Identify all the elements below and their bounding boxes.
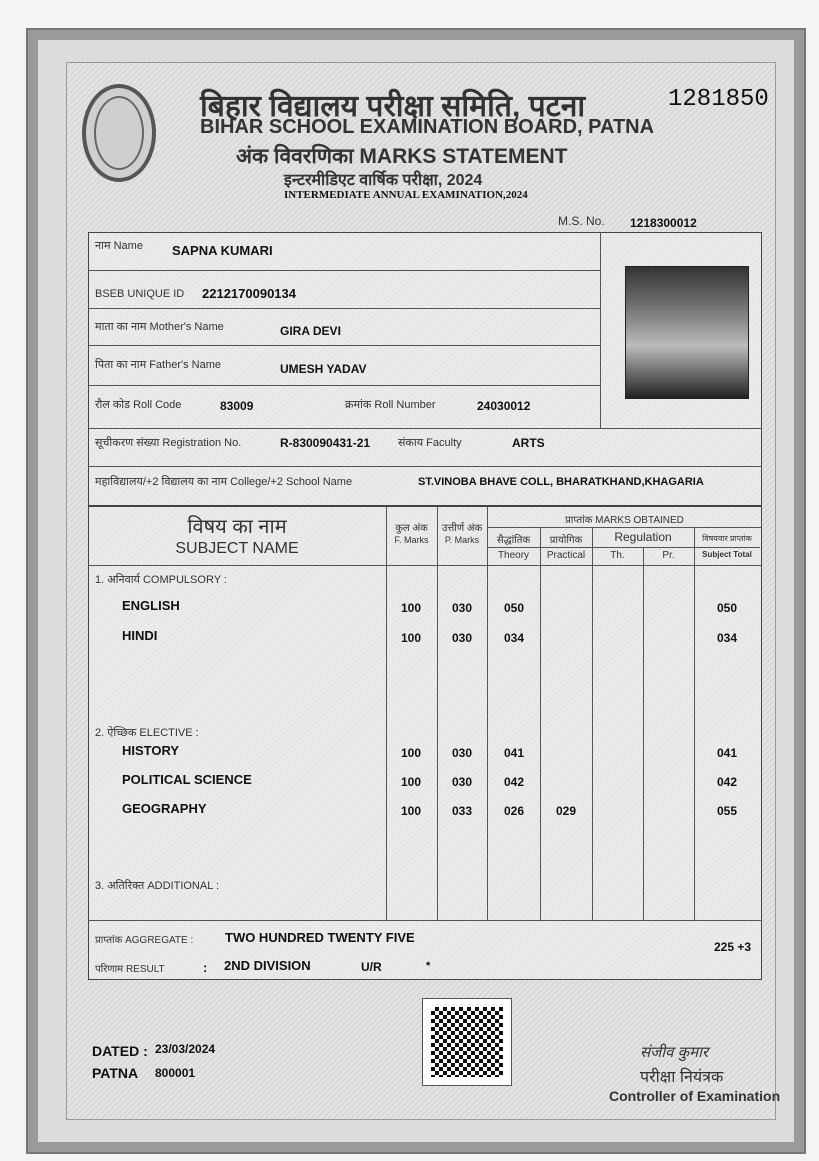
subject-total-marks: 034 <box>716 631 738 645</box>
roll-number: 24030012 <box>477 399 531 413</box>
registration-number: R-830090431-21 <box>280 436 371 450</box>
theory-header: Theory <box>497 550 530 561</box>
subject-full-marks: 100 <box>400 601 422 615</box>
roll-code-label: रौल कोड Roll Code <box>95 399 182 411</box>
practical-header: Practical <box>546 550 586 561</box>
subject-theory-marks: 034 <box>503 631 525 645</box>
regulation-header: Regulation <box>614 530 672 544</box>
subject-name: POLITICAL SCIENCE <box>122 772 252 787</box>
uid-label: BSEB UNIQUE ID <box>95 288 185 300</box>
subject-total-header: Subject Total <box>702 550 752 559</box>
result-colon: : <box>203 960 208 975</box>
hindi-title: बिहार विद्यालय परीक्षा समिति, पटना <box>200 90 586 123</box>
subtitle: MARKS STATEMENT <box>359 145 568 168</box>
subject-name: HISTORY <box>122 743 180 758</box>
subject-full-marks: 100 <box>400 804 422 818</box>
father-label: पिता का नाम Father's Name <box>95 359 222 371</box>
college-label: महाविद्यालय/+2 विद्यालय का नाम College/+2 School Name <box>95 476 353 488</box>
subject-pass-marks: 033 <box>451 804 473 818</box>
subject-name: GEOGRAPHY <box>122 801 207 816</box>
regulation-theory-header: Th. <box>610 550 625 561</box>
result-category: U/R <box>361 960 382 974</box>
controller-signature: संजीव कुमार <box>640 1044 709 1061</box>
aggregate-total: 225 +3 <box>714 940 752 954</box>
result-label: परिणाम RESULT <box>95 964 165 975</box>
subject-practical-marks: 029 <box>555 804 577 818</box>
exam-title: INTERMEDIATE ANNUAL EXAMINATION,2024 <box>284 189 528 201</box>
student-photo <box>625 266 749 399</box>
faculty-label: संकाय Faculty <box>398 437 462 449</box>
board-seal-logo <box>82 84 156 182</box>
subject-pass-marks: 030 <box>451 601 473 615</box>
registration-label: सूचीकरण संख्या Registration No. <box>95 437 242 449</box>
ms-number: 1218300012 <box>630 216 697 230</box>
father-name: UMESH YADAV <box>280 362 367 376</box>
subject-theory-marks: 042 <box>503 775 525 789</box>
hindi-subtitle: अंक विवरणिका <box>236 145 354 168</box>
subject-pass-marks: 030 <box>451 631 473 645</box>
subject-total-marks: 050 <box>716 601 738 615</box>
regulation-practical-header: Pr. <box>662 550 675 561</box>
aggregate-label: प्राप्तांक AGGREGATE : <box>95 935 194 946</box>
board-title: BIHAR SCHOOL EXAMINATION BOARD, PATNA <box>200 116 655 138</box>
subject-total-marks: 042 <box>716 775 738 789</box>
subject-total-marks: 055 <box>716 804 738 818</box>
subject-theory-marks: 026 <box>503 804 525 818</box>
mother-name: GIRA DEVI <box>280 324 341 338</box>
full-marks-header: F. Marks <box>394 535 429 545</box>
pass-marks-header-hindi: उत्तीर्ण अंक <box>441 523 483 534</box>
subject-theory-marks: 041 <box>503 746 525 760</box>
practical-header-hindi: प्रायोगिक <box>549 535 583 546</box>
theory-header-hindi: सैद्धांतिक <box>496 535 531 546</box>
subject-header: SUBJECT NAME <box>175 540 299 557</box>
hindi-exam-title: इन्टरमीडिएट वार्षिक परीक्षा, 2024 <box>284 172 483 189</box>
qr-code <box>422 998 512 1086</box>
serial-number: 1281850 <box>668 86 769 113</box>
marks-statement-title <box>236 142 567 170</box>
result-division: 2ND DIVISION <box>224 958 311 973</box>
result-mark: * <box>426 960 431 972</box>
subject-pass-marks: 030 <box>451 775 473 789</box>
place: PATNA <box>92 1065 139 1081</box>
student-name: SAPNA KUMARI <box>172 243 273 258</box>
subject-name: ENGLISH <box>122 598 180 613</box>
subject-full-marks: 100 <box>400 746 422 760</box>
dated-label: DATED : <box>92 1043 148 1059</box>
pin-code: 800001 <box>155 1066 196 1080</box>
full-marks-header-hindi: कुल अंक <box>395 523 428 534</box>
subject-name: HINDI <box>122 628 158 643</box>
controller-title: Controller of Examination <box>609 1088 781 1104</box>
ms-label: M.S. No. <box>558 214 605 228</box>
subject-header-hindi: विषय का नाम <box>187 516 287 538</box>
subject-full-marks: 100 <box>400 775 422 789</box>
college-name: ST.VINOBA BHAVE COLL, BHARATKHAND,KHAGARIA <box>418 476 704 488</box>
controller-title-hindi: परीक्षा नियंत्रक <box>640 1069 724 1086</box>
pass-marks-header: P. Marks <box>444 535 480 545</box>
roll-code: 83009 <box>220 399 254 413</box>
aggregate-words: TWO HUNDRED TWENTY FIVE <box>225 930 415 945</box>
subject-total-marks: 041 <box>716 746 738 760</box>
subject-total-header-hindi: विषयवार प्राप्तांक <box>702 534 752 543</box>
faculty: ARTS <box>512 436 545 450</box>
subject-theory-marks: 050 <box>503 601 525 615</box>
roll-number-label: क्रमांक Roll Number <box>345 399 436 411</box>
mother-label: माता का नाम Mother's Name <box>95 321 224 333</box>
section-elective: 2. ऐच्छिक ELECTIVE : <box>95 727 199 739</box>
marks-obtained-header: प्राप्तांक MARKS OBTAINED <box>565 515 684 526</box>
name-label: नाम Name <box>95 240 143 252</box>
subject-full-marks: 100 <box>400 631 422 645</box>
section-additional: 3. अतिरिक्त ADDITIONAL : <box>95 880 220 892</box>
issue-date: 23/03/2024 <box>155 1042 216 1056</box>
unique-id: 2212170090134 <box>202 286 296 301</box>
subject-pass-marks: 030 <box>451 746 473 760</box>
section-compulsory: 1. अनिवार्य COMPULSORY : <box>95 574 227 586</box>
